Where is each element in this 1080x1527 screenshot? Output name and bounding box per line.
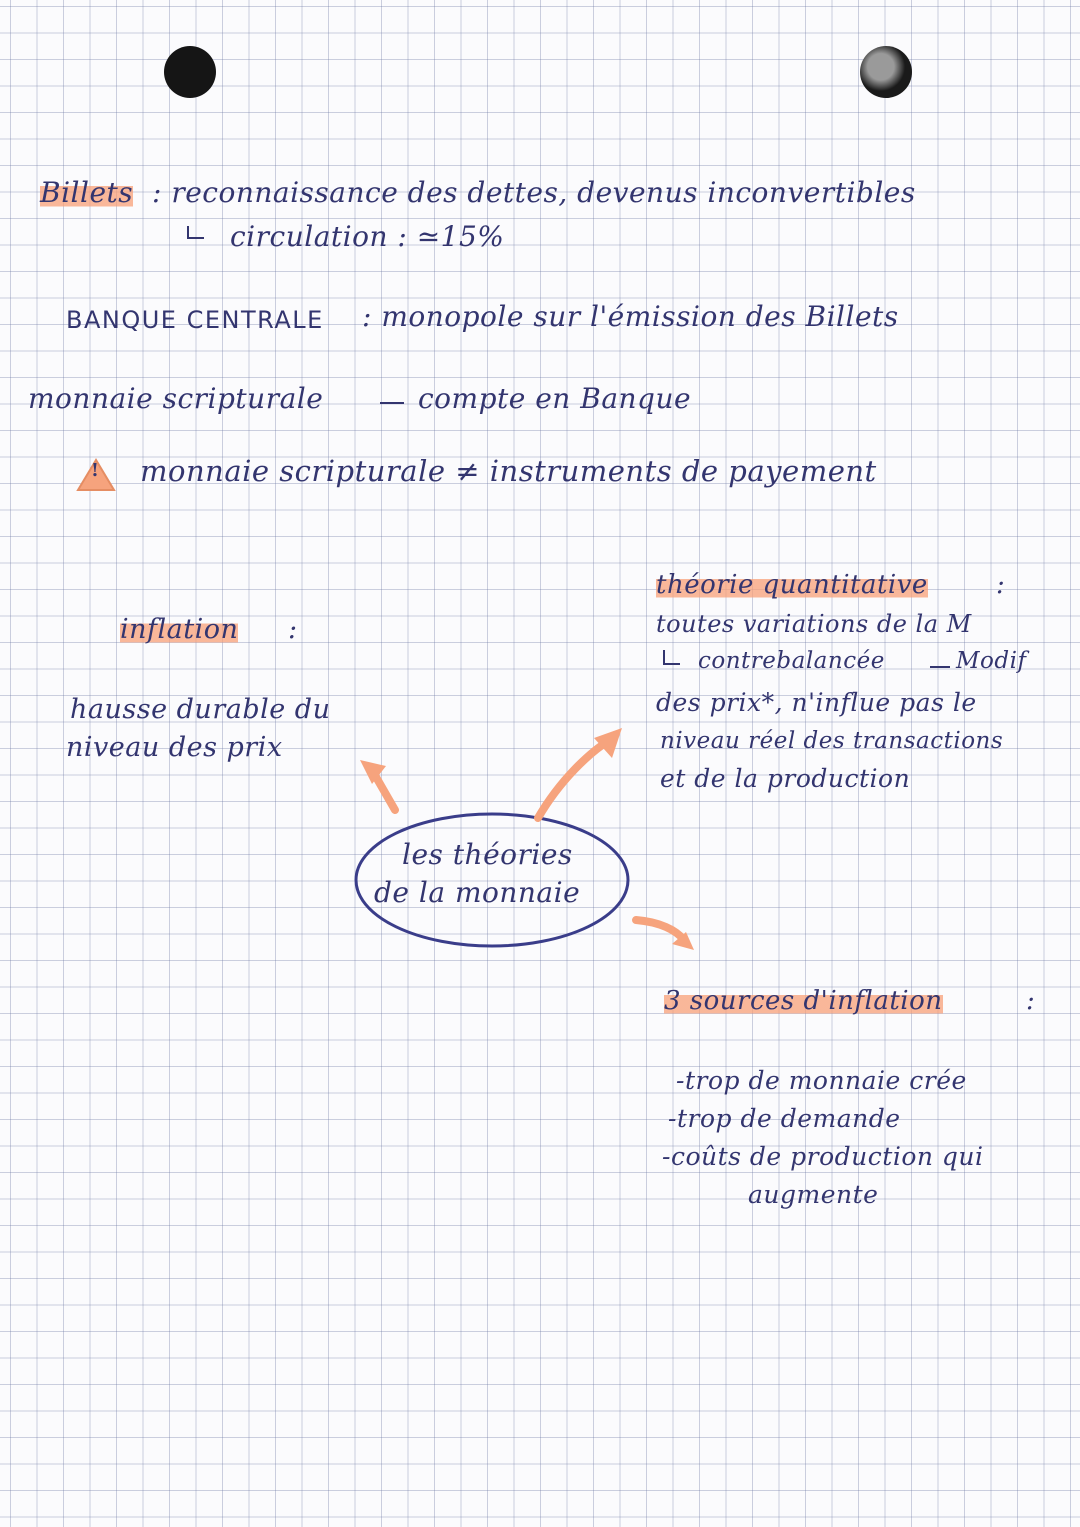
inflation-colon: : [288, 614, 298, 645]
sources-colon: : [1026, 986, 1036, 1016]
arrow-icon-billets [188, 226, 204, 238]
scripturale-vs-instruments: monnaie scripturale ≠ instruments de payement [140, 454, 877, 488]
arrow-icon-quant [664, 650, 680, 664]
quantitative-line3: des prix*, n'influe pas le [656, 688, 977, 717]
quantitative-colon: : [996, 570, 1006, 600]
center-node-line2: de la monnaie [374, 876, 581, 909]
quantitative-line4: niveau réel des transactions [660, 728, 1004, 754]
arrow-to-quantitative [538, 740, 610, 818]
banque-centrale-text: : monopole sur l'émission des Billets [362, 300, 899, 333]
sources-title: 3 sources d'inflation [664, 986, 943, 1016]
arrow-head-quantitative [594, 728, 622, 758]
quantitative-line2b: Modif [956, 648, 1027, 674]
sources-item-4: augmente [748, 1180, 879, 1209]
sources-item-1: -trop de monnaie crée [676, 1066, 967, 1095]
quantitative-title: théorie quantitative [656, 570, 928, 600]
arrow-to-sources [636, 920, 684, 940]
sources-item-3: -coûts de production qui [662, 1142, 984, 1171]
banque-centrale-label: BANQUE CENTRALE [66, 306, 324, 334]
center-node-line1: les théories [402, 838, 573, 871]
inflation-title: inflation [120, 614, 239, 645]
inflation-def-line2: niveau des prix [66, 732, 283, 763]
billets-definition: : reconnaissance des dettes, devenus inconvertibles [152, 176, 916, 209]
sources-item-2: -trop de demande [668, 1104, 901, 1133]
warning-mark: ! [91, 460, 100, 481]
inflation-def-line1: hausse durable du [70, 694, 331, 725]
quantitative-line5: et de la production [660, 764, 911, 793]
compte-en-banque: compte en Banque [418, 382, 692, 415]
billets-label: Billets [40, 176, 134, 209]
quantitative-line1: toutes variations de la M [656, 610, 972, 638]
billets-circulation: circulation : ≃15% [230, 220, 505, 253]
monnaie-scripturale-heading: monnaie scripturale [28, 382, 324, 415]
quantitative-line2a: contrebalancée [698, 648, 885, 674]
